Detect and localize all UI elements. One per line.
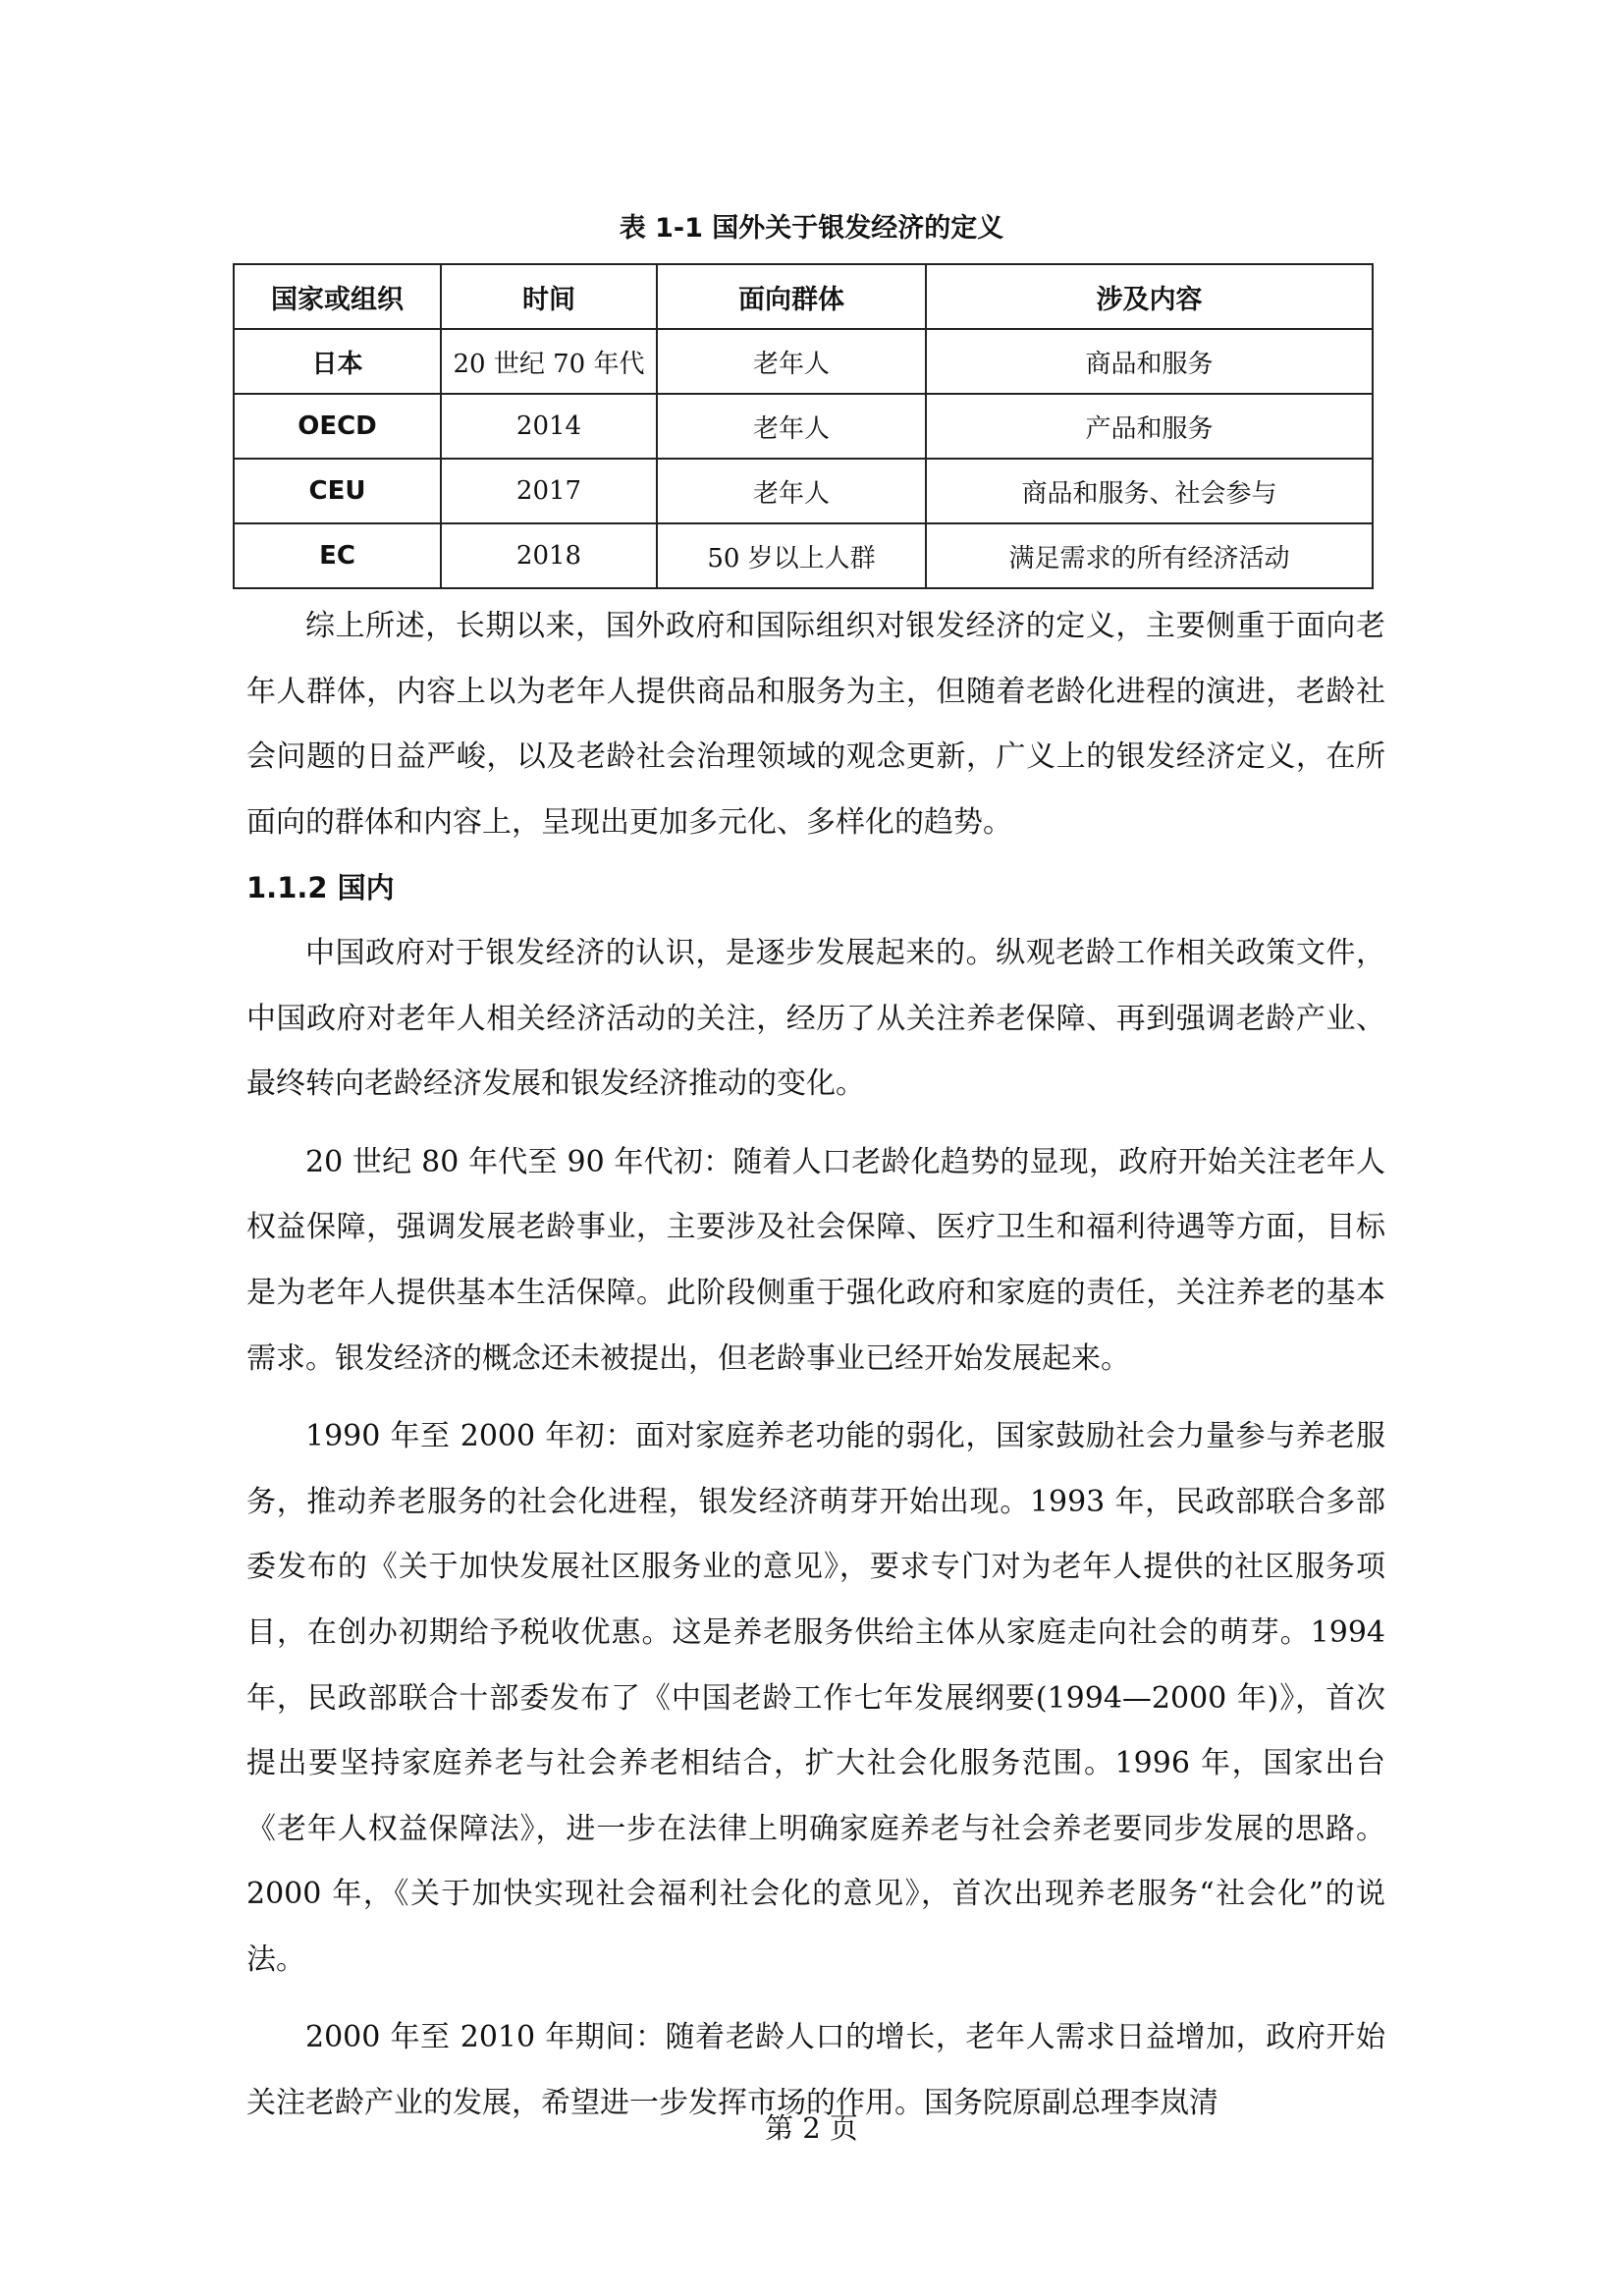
- header-cell-content: 涉及内容: [926, 264, 1373, 329]
- table-row: [234, 329, 1373, 394]
- table-cell: 2014: [441, 394, 657, 459]
- table-cell: 日本: [234, 329, 441, 394]
- table-cell: 2017: [441, 459, 657, 523]
- table-cell: EC: [234, 523, 441, 588]
- table-row: [234, 459, 1373, 523]
- table-cell: CEU: [234, 459, 441, 523]
- table-row: [234, 523, 1373, 588]
- table-cell: 50 岁以上人群: [657, 523, 926, 588]
- table-cell: 产品和服务: [926, 394, 1373, 459]
- paragraph-summary: 综上所述，长期以来，国外政府和国际组织对银发经济的定义，主要侧重于面向老年人群体，内容上以为老年人提供商品和服务为主，但随着老龄化进程的演进，老龄社会问题的日益严峻，以及老龄社会治理领域的观念更新，广义上的银发经济定义，在所面向的群体和内容上，呈现出更加多元化、多样化的趋势。: [246, 609, 1385, 840]
- section-heading: 1.1.2 国内: [246, 871, 395, 905]
- table-cell: 商品和服务: [926, 329, 1373, 394]
- header-cell-time: 时间: [441, 264, 657, 329]
- paragraph-1980s: 20 世纪 80 年代至 90 年代初：随着人口老龄化趋势的显现，政府开始关注老年人权益保障，强调发展老龄事业，主要涉及社会保障、医疗卫生和福利待遇等方面，目标是为老年人提供基本生活保障。此阶段侧重于强化政府和家庭的责任，关注养老的基本需求。银发经济的概念还未被提出，但老龄事业已经开始发展起来。: [246, 1144, 1385, 1376]
- table-cell: 老年人: [657, 394, 926, 459]
- page-number: 第 2 页: [765, 2111, 858, 2145]
- paragraph-2000s: 2000 年至 2010 年期间：随着老龄人口的增长，老年人需求日益增加，政府开始关注老龄产业的发展，希望进一步发挥市场的作用。国务院原副总理李岚清: [246, 2020, 1385, 2121]
- table-caption: 表 1-1 国外关于银发经济的定义: [619, 213, 1004, 244]
- table-cell: 20 世纪 70 年代: [441, 329, 657, 394]
- table-cell: 商品和服务、社会参与: [926, 459, 1373, 523]
- table-header-row: [234, 264, 1373, 329]
- table-row: [234, 394, 1373, 459]
- body-text: [246, 594, 1385, 2137]
- table-cell: 老年人: [657, 329, 926, 394]
- table-cell: 老年人: [657, 459, 926, 523]
- paragraph-1990s: 1990 年至 2000 年初：面对家庭养老功能的弱化，国家鼓励社会力量参与养老服务，推动养老服务的社会化进程，银发经济萌芽开始出现。1993 年，民政部联合多部委发布的《关于加快发展社区服务业的意见》，要求专门对为老年人提供的社区服务项目，在创办初期给予税收优惠。这是养老服务供给主体从家庭走向社会的萌芽。1994 年，民政部联合十部委发布了《中国老龄工作七年发展纲要(1994—2000 年)》，首次提出要坚持家庭养老与社会养老相结合，扩大社会化服务范围。1996 年，国家出台《老年人权益保障法》，进一步在法律上明确家庭养老与社会养老要同步发展的思路。2000 年，《关于加快实现社会福利社会化的意见》，首次出现养老服务“社会化”的说法。: [246, 1419, 1385, 1977]
- header-cell-target-group: 面向群体: [657, 264, 926, 329]
- table-cell: 2018: [441, 523, 657, 588]
- table-cell: OECD: [234, 394, 441, 459]
- table-cell: 满足需求的所有经济活动: [926, 523, 1373, 588]
- definition-table: [233, 263, 1374, 589]
- header-cell-organization: 国家或组织: [234, 264, 441, 329]
- paragraph-intro: 中国政府对于银发经济的认识，是逐步发展起来的。纵观老龄工作相关政策文件，中国政府对老年人相关经济活动的关注，经历了从关注养老保障、再到强调老龄产业、最终转向老龄经济发展和银发经济推动的变化。: [246, 935, 1385, 1102]
